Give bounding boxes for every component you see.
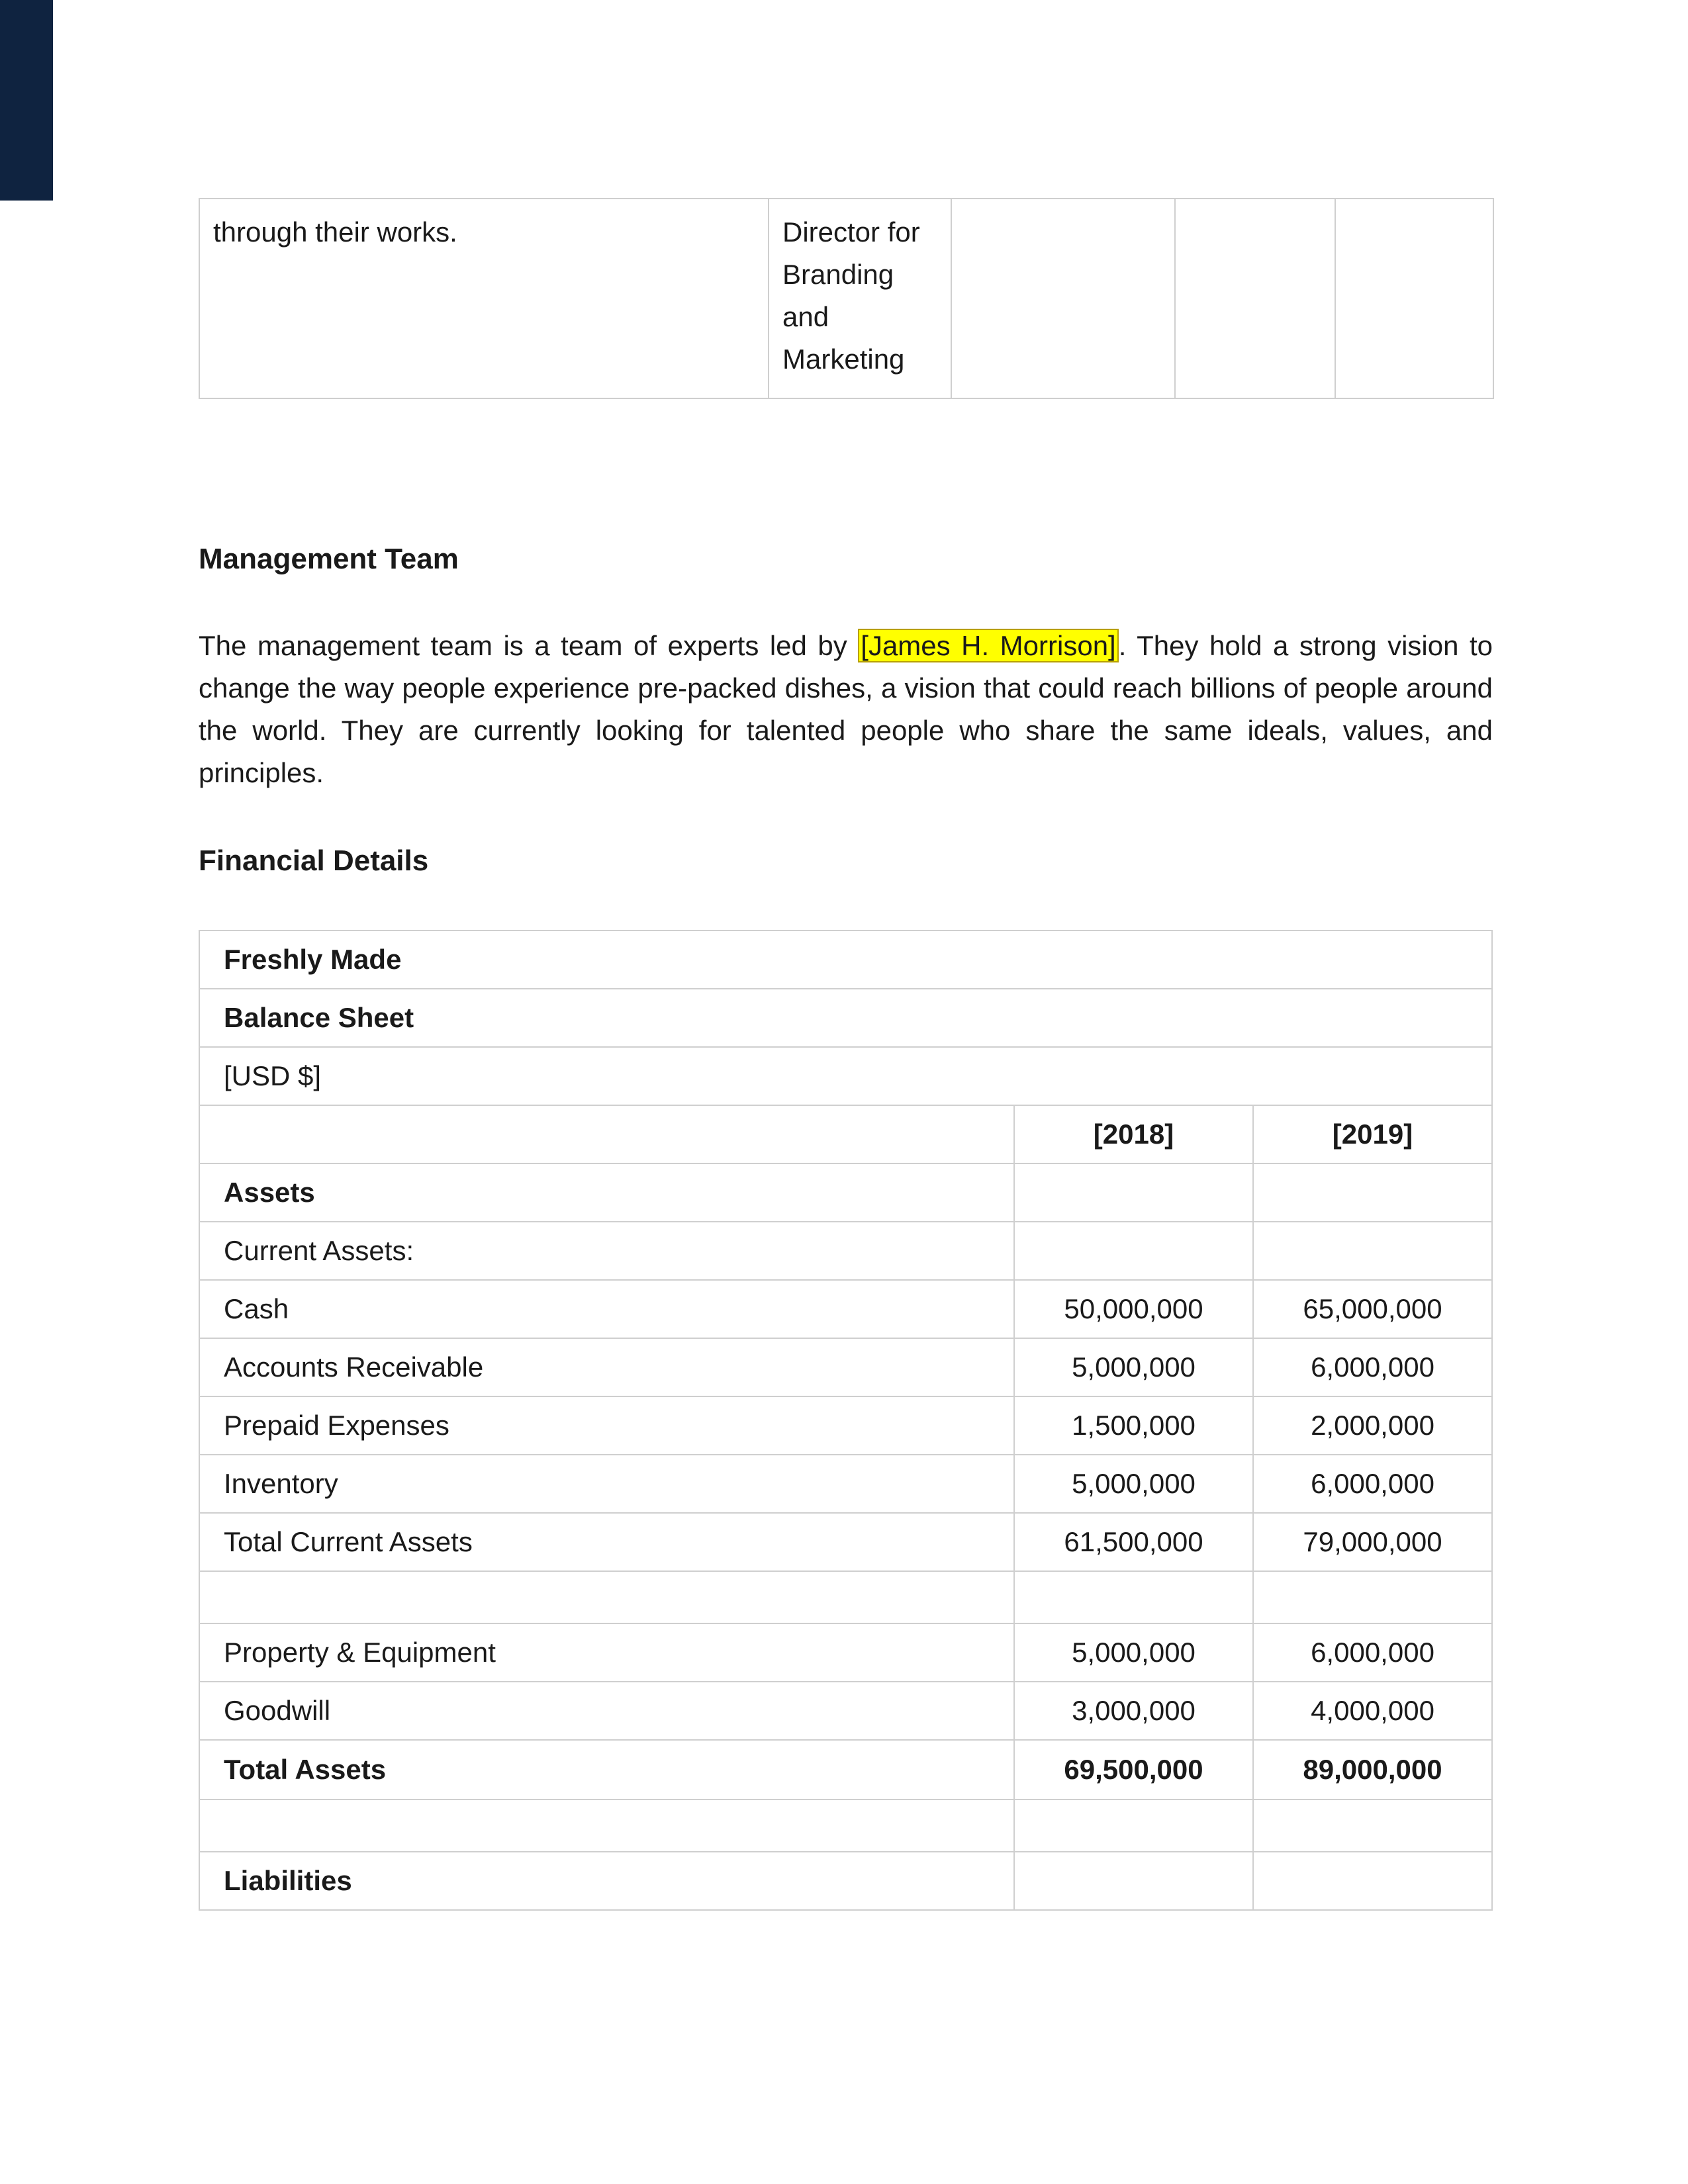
empty-cell [1175, 199, 1335, 398]
value-2018: 5,000,000 [1014, 1623, 1253, 1682]
value-2019: 6,000,000 [1253, 1338, 1492, 1396]
management-team-paragraph [199, 625, 1493, 794]
empty-cell [1253, 1222, 1492, 1280]
empty-cell [1335, 199, 1493, 398]
value-2019: 89,000,000 [1253, 1740, 1492, 1799]
empty-cell [199, 1571, 1014, 1623]
table-row [199, 931, 1492, 989]
table-row [199, 1047, 1492, 1105]
table-row [199, 1163, 1492, 1222]
row-label: Property & Equipment [199, 1623, 1014, 1682]
empty-cell [1253, 1852, 1492, 1910]
empty-cell [1253, 1571, 1492, 1623]
empty-cell [1014, 1163, 1253, 1222]
table-row [199, 1740, 1492, 1799]
table-row [199, 1222, 1492, 1280]
table-row [199, 1623, 1492, 1682]
empty-cell [1253, 1163, 1492, 1222]
value-2019: 6,000,000 [1253, 1455, 1492, 1513]
row-label: Total Current Assets [199, 1513, 1014, 1571]
empty-cell [1014, 1222, 1253, 1280]
table-row [199, 1513, 1492, 1571]
role-continuation-table [199, 198, 1494, 399]
table-row [199, 1682, 1492, 1740]
value-2018: 5,000,000 [1014, 1455, 1253, 1513]
table-row [199, 199, 1493, 398]
empty-cell [951, 199, 1175, 398]
table-row [199, 1338, 1492, 1396]
row-label: Total Assets [199, 1740, 1014, 1799]
empty-cell [199, 1105, 1014, 1163]
value-2019: 6,000,000 [1253, 1623, 1492, 1682]
year-header-2018: [2018] [1014, 1105, 1253, 1163]
company-name: Freshly Made [199, 931, 1492, 989]
table-row [199, 1105, 1492, 1163]
table-row [199, 989, 1492, 1047]
empty-cell [1014, 1852, 1253, 1910]
value-2018: 5,000,000 [1014, 1338, 1253, 1396]
leader-name-placeholder: [James H. Morrison] [858, 629, 1118, 662]
value-2019: 65,000,000 [1253, 1280, 1492, 1338]
year-header-2019: [2019] [1253, 1105, 1492, 1163]
empty-cell [199, 1799, 1014, 1852]
table-row [199, 1280, 1492, 1338]
row-label: Cash [199, 1280, 1014, 1338]
empty-cell [1014, 1571, 1253, 1623]
currency-label: [USD $] [199, 1047, 1492, 1105]
financial-details-heading: Financial Details [199, 844, 429, 877]
current-assets-label: Current Assets: [199, 1222, 1014, 1280]
table-row [199, 1799, 1492, 1852]
value-2019: 2,000,000 [1253, 1396, 1492, 1455]
table-row [199, 1455, 1492, 1513]
paragraph-text: . They hold a strong vision to change the way people experience pre-packed dishes, a vision that could reach billions of people around the world. They are currently looking for talented people who share the same ideals, values, and principles. [199, 630, 1493, 788]
description-cell: through their works. [199, 199, 769, 398]
value-2019: 79,000,000 [1253, 1513, 1492, 1571]
value-2018: 61,500,000 [1014, 1513, 1253, 1571]
value-2018: 1,500,000 [1014, 1396, 1253, 1455]
row-label: Accounts Receivable [199, 1338, 1014, 1396]
table-row [199, 1396, 1492, 1455]
table-row [199, 1852, 1492, 1910]
value-2018: 3,000,000 [1014, 1682, 1253, 1740]
empty-cell [1014, 1799, 1253, 1852]
balance-sheet-table [199, 930, 1493, 1911]
row-label: Inventory [199, 1455, 1014, 1513]
sheet-title: Balance Sheet [199, 989, 1492, 1047]
row-label: Goodwill [199, 1682, 1014, 1740]
liabilities-header: Liabilities [199, 1852, 1014, 1910]
value-2018: 69,500,000 [1014, 1740, 1253, 1799]
table-row [199, 1571, 1492, 1623]
decorative-side-bar [0, 0, 53, 201]
paragraph-text: The management team is a team of experts led by [199, 630, 859, 661]
management-team-heading: Management Team [199, 543, 459, 575]
empty-cell [1253, 1799, 1492, 1852]
row-label: Prepaid Expenses [199, 1396, 1014, 1455]
value-2019: 4,000,000 [1253, 1682, 1492, 1740]
value-2018: 50,000,000 [1014, 1280, 1253, 1338]
assets-header: Assets [199, 1163, 1014, 1222]
role-cell: Director for Branding and Marketing [769, 199, 951, 398]
